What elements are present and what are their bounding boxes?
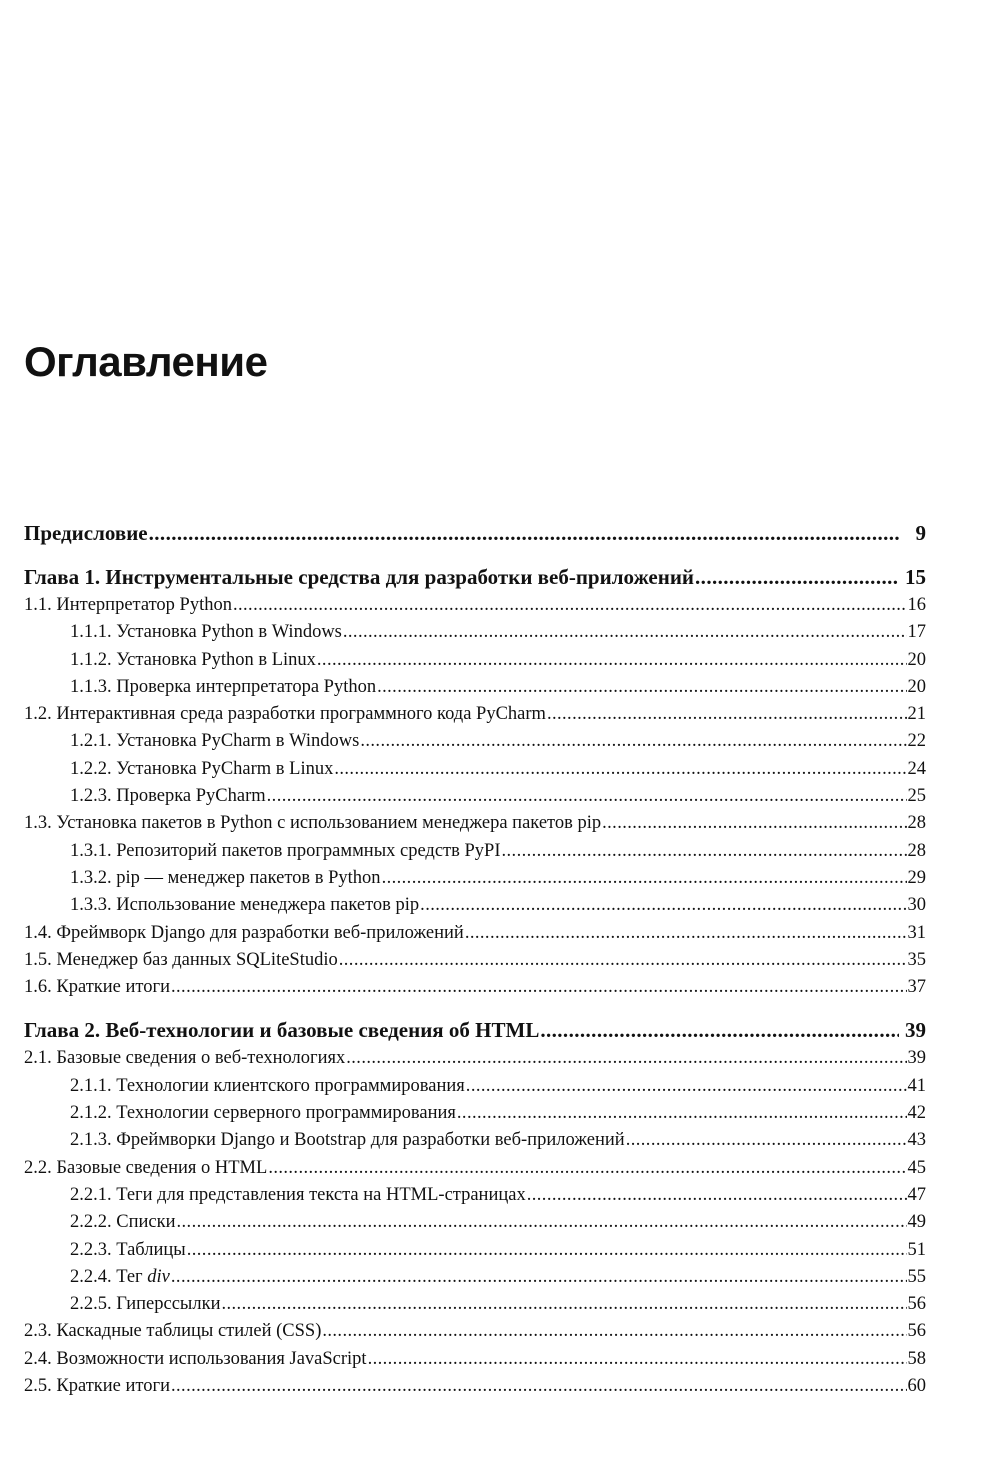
toc-dot-leader (171, 974, 907, 1001)
toc-dot-leader (540, 1015, 899, 1045)
toc-dot-leader (339, 947, 907, 974)
toc-entry-title: 2.1.2. Технологии серверного программирования (70, 1103, 456, 1124)
toc-page-number: 16 (907, 595, 926, 615)
toc-entry-subsection[interactable] (24, 1073, 926, 1100)
toc-page-number: 15 (905, 565, 926, 589)
toc-dot-leader (149, 518, 899, 548)
toc-dot-leader (187, 1237, 907, 1264)
toc-entry-section[interactable] (24, 592, 926, 619)
toc-entry-chapter-2[interactable] (24, 1015, 926, 1045)
toc-page-number: 49 (907, 1212, 926, 1233)
toc-entry-subsection[interactable] (24, 728, 926, 755)
toc-page-number: 35 (907, 949, 926, 970)
toc-dot-leader (267, 783, 907, 810)
toc-page-number: 60 (907, 1376, 926, 1397)
toc-entry-title: Глава 1. Инструментальные средства для разработки веб-приложений (24, 565, 695, 589)
toc-entry-section[interactable] (24, 1346, 926, 1373)
toc-entry-section[interactable] (24, 701, 926, 728)
toc-entry-subsection[interactable] (24, 619, 926, 646)
toc-page-number: 24 (907, 758, 926, 779)
toc-entry-subsection[interactable] (24, 756, 926, 783)
toc-dot-leader (377, 674, 906, 701)
toc-entry-title: 1.2. Интерактивная среда разработки программного кода PyCharm (24, 704, 546, 725)
toc-dot-leader (221, 1291, 906, 1318)
toc-entry-section[interactable] (24, 974, 926, 1001)
toc-page-number: 43 (907, 1130, 926, 1151)
toc-entry-title: 1.2.1. Установка PyCharm в Windows (70, 731, 360, 752)
toc-entry-title: 2.2.3. Таблицы (70, 1239, 186, 1260)
toc-entry-title: 1.2.2. Установка PyCharm в Linux (70, 758, 334, 779)
toc-entry-title: 2.1.3. Фреймворки Django и Bootstrap для разработки веб-приложений (70, 1130, 625, 1151)
toc-entry-title: 2.5. Краткие итоги (24, 1376, 170, 1397)
toc-page-number: 56 (907, 1321, 926, 1342)
toc-dot-leader (233, 592, 907, 619)
toc-dot-leader (268, 1155, 906, 1182)
toc-dot-leader (695, 562, 899, 592)
toc-dot-leader (177, 1209, 907, 1236)
toc-entry-subsection[interactable] (24, 1127, 926, 1154)
toc-page-number: 37 (907, 977, 926, 998)
toc-entry-preface[interactable] (24, 518, 926, 548)
toc-dot-leader (322, 1318, 906, 1345)
toc-entry-subsection[interactable] (24, 1264, 926, 1291)
toc-entry-title: 1.1. Интерпретатор Python (24, 595, 232, 615)
toc-entry-title: 1.5. Менеджер баз данных SQLiteStudio (24, 949, 338, 970)
toc-entry-title: 1.3.2. pip — менеджер пакетов в Python (70, 867, 381, 888)
toc-dot-leader (171, 1373, 907, 1400)
toc-page-number: 30 (907, 895, 926, 916)
toc-page-number: 9 (915, 521, 926, 545)
toc-entry-title: Предисловие (24, 521, 148, 545)
toc-entry-title: 1.4. Фреймворк Django для разработки веб-приложений (24, 922, 464, 943)
toc-page-number: 31 (907, 922, 926, 943)
toc-dot-leader (626, 1127, 907, 1154)
toc-entry-title: 2.2. Базовые сведения о HTML (24, 1157, 268, 1178)
toc-dot-leader (171, 1264, 907, 1291)
toc-page-number: 29 (907, 867, 926, 888)
toc-dot-leader (457, 1100, 907, 1127)
toc-dot-leader (502, 838, 907, 865)
toc-entry-subsection[interactable] (24, 1291, 926, 1318)
toc-entry-section[interactable] (24, 1045, 926, 1072)
toc-entry-title: Глава 2. Веб-технологии и базовые сведения об HTML (24, 1018, 540, 1043)
toc-entry-title: 1.3. Установка пакетов в Python с использованием менеджера пакетов pip (24, 813, 602, 834)
toc-page-number: 41 (907, 1075, 926, 1096)
toc-page-number: 21 (907, 704, 926, 725)
toc-entry-subsection[interactable] (24, 783, 926, 810)
toc-entry-subsection[interactable] (24, 1182, 926, 1209)
toc-entry-title-prefix: 2.2.4. Тег (70, 1266, 148, 1287)
toc-entry-subsection[interactable] (24, 1100, 926, 1127)
toc-entry-title: 2.1. Базовые сведения о веб-технологиях (24, 1048, 346, 1069)
toc-entry-title: 2.4. Возможности использования JavaScript (24, 1348, 367, 1369)
toc-dot-leader (547, 701, 907, 728)
toc-page-number: 39 (907, 1048, 926, 1069)
toc-entry-title: 2.2.1. Теги для представления текста на HTML-страницах (70, 1184, 526, 1205)
toc-entry-title: 1.3.3. Использование менеджера пакетов pip (70, 895, 420, 916)
toc-dot-leader (317, 647, 907, 674)
toc-page-number: 20 (907, 676, 926, 697)
toc-page-number: 45 (907, 1157, 926, 1178)
toc-entry-title: 1.1.2. Установка Python в Linux (70, 649, 316, 670)
toc-entry-subsection[interactable] (24, 1209, 926, 1236)
toc-dot-leader (602, 810, 906, 837)
toc-dot-leader (360, 728, 906, 755)
toc-dot-leader (382, 865, 907, 892)
toc-dot-leader (343, 619, 907, 646)
toc-entry-subsection[interactable] (24, 647, 926, 674)
toc-entry-subsection[interactable] (24, 1237, 926, 1264)
toc-entry-subsection[interactable] (24, 892, 926, 919)
toc-page-number: 58 (907, 1348, 926, 1369)
toc-entry-title: 1.2.3. Проверка PyCharm (70, 786, 266, 807)
toc-dot-leader (465, 920, 907, 947)
toc-dot-leader (466, 1073, 907, 1100)
toc-entry-subsection[interactable] (24, 674, 926, 701)
toc-dot-leader (420, 892, 906, 919)
toc-page-number: 42 (907, 1103, 926, 1124)
toc-entry-subsection[interactable] (24, 865, 926, 892)
toc-entry-subsection[interactable] (24, 838, 926, 865)
toc-page-number: 47 (907, 1184, 926, 1205)
toc-dot-leader (334, 756, 906, 783)
toc-dot-leader (368, 1346, 907, 1373)
toc-page-number: 56 (907, 1294, 926, 1315)
toc-entry-title: 2.3. Каскадные таблицы стилей (CSS) (24, 1321, 322, 1342)
toc-entry-section[interactable] (24, 920, 926, 947)
toc-entry-section[interactable] (24, 1155, 926, 1182)
toc-entry-section[interactable] (24, 1318, 926, 1345)
page-title: Оглавление (24, 338, 268, 385)
toc-page-number: 28 (907, 813, 926, 834)
toc-entry-title: 2.1.1. Технологии клиентского программирования (70, 1075, 465, 1096)
toc-page-number: 28 (907, 840, 926, 861)
toc-page-number: 39 (905, 1018, 926, 1043)
table-of-contents (24, 518, 926, 1400)
toc-entry-title: 1.1.1. Установка Python в Windows (70, 622, 342, 643)
toc-page-number: 25 (907, 786, 926, 807)
toc-page-number: 55 (907, 1266, 926, 1287)
toc-page-number: 20 (907, 649, 926, 670)
toc-entry-section[interactable] (24, 947, 926, 974)
toc-page-number: 22 (907, 731, 926, 752)
toc-entry-title-italic: div (147, 1266, 170, 1287)
toc-page-number: 17 (907, 622, 926, 643)
toc-page-number: 51 (907, 1239, 926, 1260)
toc-entry-title: 2.2.2. Списки (70, 1212, 176, 1233)
toc-dot-leader (346, 1045, 906, 1072)
toc-entry-title (70, 1264, 170, 1291)
toc-entry-section[interactable] (24, 810, 926, 837)
toc-entry-title: 2.2.5. Гиперссылки (70, 1294, 221, 1315)
toc-entry-title: 1.6. Краткие итоги (24, 977, 170, 998)
toc-entry-title: 1.3.1. Репозиторий пакетов программных средств PyPI (70, 840, 501, 861)
toc-entry-chapter-1[interactable] (24, 562, 926, 592)
toc-entry-title: 1.1.3. Проверка интерпретатора Python (70, 676, 377, 697)
toc-entry-section[interactable] (24, 1373, 926, 1400)
toc-dot-leader (527, 1182, 907, 1209)
